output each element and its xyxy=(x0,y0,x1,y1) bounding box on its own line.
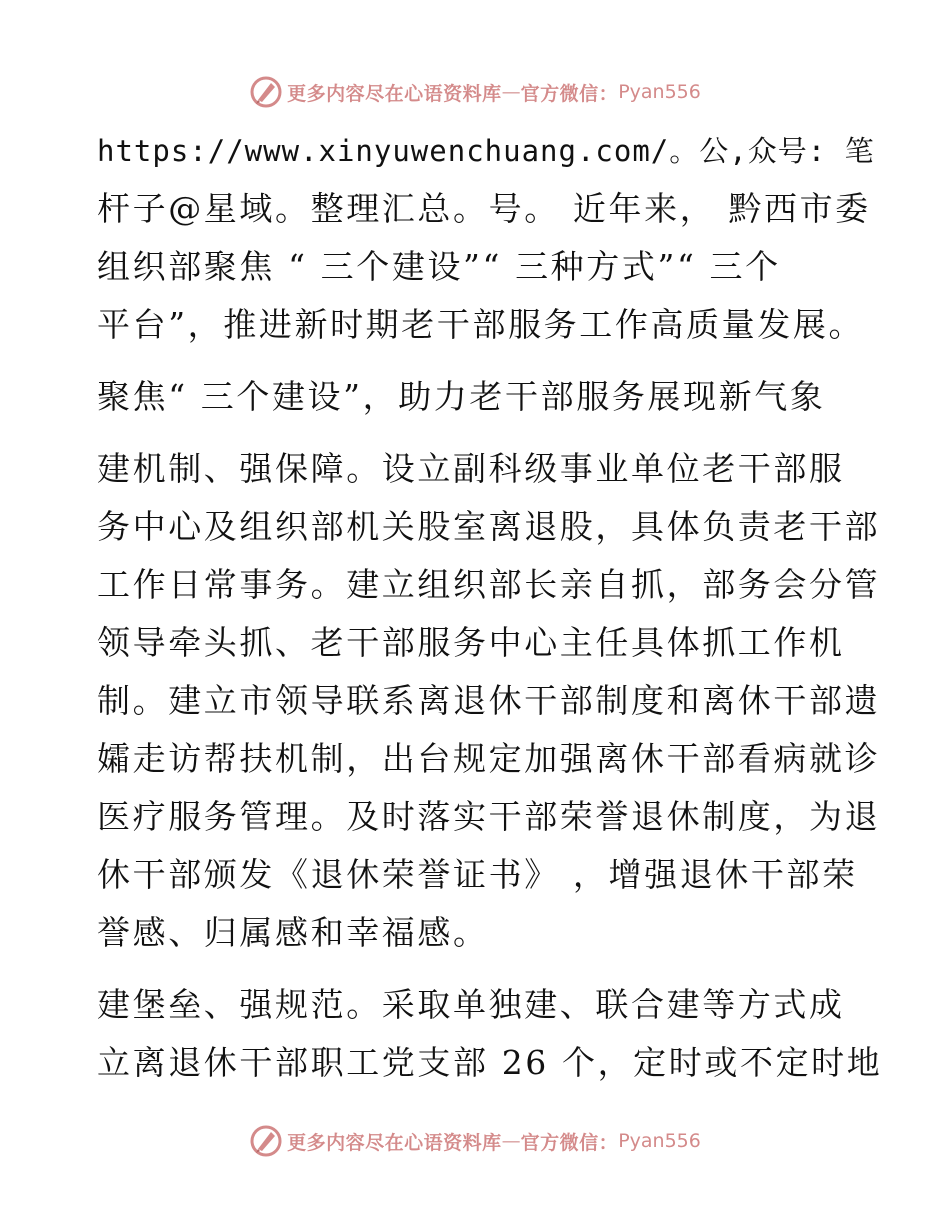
paragraph-line: 休干部颁发《退休荣誉证书》 ，增强退休干部荣 xyxy=(97,855,858,894)
paragraph-line: 誉感、归属感和幸福感。 xyxy=(97,913,489,952)
intro-line: 组织部聚焦 “ 三个建设”“ 三种方式”“ 三个 xyxy=(97,247,781,286)
feather-pen-logo-icon xyxy=(249,75,283,109)
watermark-separator: — xyxy=(501,1130,521,1152)
intro-line: 杆子@星域。整理汇总。号。 近年来， 黔西市委 xyxy=(97,189,871,228)
source-url-line: https://www.xinyuwenchuang.com/。公,众号: 笔 xyxy=(97,134,875,168)
paragraph-line: 工作日常事务。建立组织部长亲自抓，部务会分管 xyxy=(97,565,881,604)
watermark-wechat-label: 官方微信： xyxy=(520,1131,619,1154)
watermark-wechat-label: 官方微信： xyxy=(520,82,619,105)
document-body xyxy=(97,122,883,1092)
feather-pen-logo-icon xyxy=(249,1124,283,1158)
watermark-brand: 更多内容尽在心语资料库 xyxy=(287,1131,502,1154)
paragraph-line: 孀走访帮扶机制，出台规定加强离休干部看病就诊 xyxy=(97,739,881,778)
paragraph-line: 立离退休干部职工党支部 26 个，定时或不定时地 xyxy=(97,1043,883,1082)
watermark-brand: 更多内容尽在心语资料库 xyxy=(287,82,502,105)
intro-line: 平台”，推进新时期老干部服务工作高质量发展。 xyxy=(97,305,865,344)
section-heading: 聚焦“ 三个建设”，助力老干部服务展现新气象 xyxy=(97,377,826,416)
footer-watermark xyxy=(0,1121,950,1161)
paragraph-line: 制。建立市领导联系离退休干部制度和离休干部遗 xyxy=(97,681,881,720)
paragraph-line: 务中心及组织部机关股室离退股，具体负责老干部 xyxy=(97,507,881,546)
paragraph-line: 医疗服务管理。及时落实干部荣誉退休制度，为退 xyxy=(97,797,881,836)
paragraph-line: 建机制、强保障。设立副科级事业单位老干部服 xyxy=(97,449,845,488)
header-watermark xyxy=(0,72,950,112)
watermark-wechat-id: Pyan556 xyxy=(618,81,701,103)
paragraph-line: 领导牵头抓、老干部服务中心主任具体抓工作机 xyxy=(97,623,845,662)
watermark-separator: — xyxy=(501,81,521,103)
watermark-wechat-id: Pyan556 xyxy=(618,1130,701,1152)
paragraph-line: 建堡垒、强规范。采取单独建、联合建等方式成 xyxy=(97,985,845,1024)
